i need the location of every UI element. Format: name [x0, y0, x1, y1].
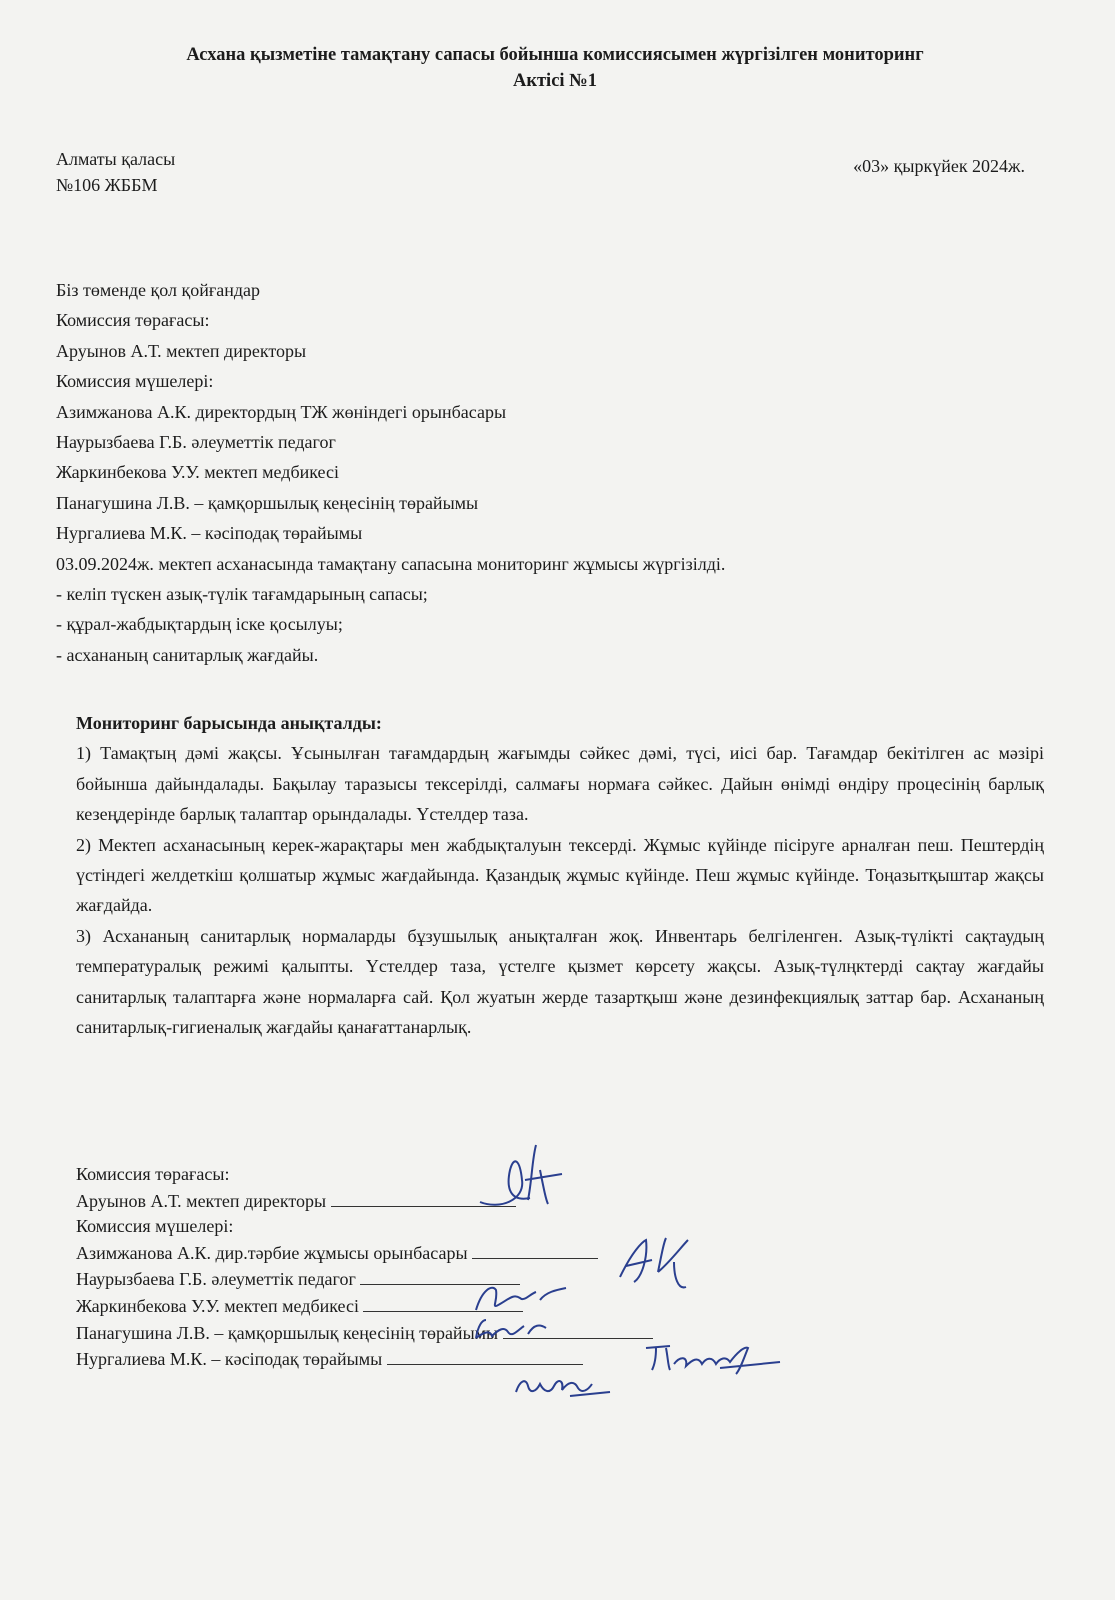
member-5-handwritten-signature: [510, 1372, 620, 1411]
findings-heading: Мониторинг барысында анықталды:: [76, 713, 382, 733]
intro-line: - құрал-жабдықтардың іске қосылуы;: [56, 614, 343, 635]
signature-image: [468, 1310, 558, 1350]
chair-name: Аруынов А.Т. мектеп директоры: [76, 1190, 327, 1211]
intro-section: [56, 275, 1046, 670]
finding-item: 3) Асхананың санитарлық нормаларды бұзушылық анықталған жоқ. Инвентарь белгіленген. Азық-түлікті сақтаудың температуралық режимі қалыпты. Үстелдер таза, үстелге қызмет көрсету жақсы. Азық-түлңктерді сақтау жағдайы санитарлық талаптарға және нормаларға сай. Қол жуатын жерде тазартқыш және дезинфекциялық заттар бар. Асхананың санитарлық-гигиеналық жағдайы қанағаттанарлық.: [76, 925, 1044, 1038]
document-date: «03» қыркүйек 2024ж.: [853, 156, 1025, 176]
member-name: Азимжанова А.К. дир.тәрбие жұмысы орынбасары: [76, 1242, 468, 1263]
member-name: Жаркинбекова У.У. мектеп медбикесі: [76, 1295, 359, 1316]
member-signature-row: [76, 1240, 653, 1267]
signature-image: [470, 1140, 580, 1220]
intro-line: Жаркинбекова У.У. мектеп медбикесі: [56, 462, 339, 483]
intro-line: Азимжанова А.К. директордың ТЖ жөніндегі орынбасары: [56, 401, 507, 422]
intro-line: Комиссия төрағасы:: [56, 310, 210, 331]
finding-item: 1) Тамақтың дәмі жақсы. Ұсынылған тағамдардың жағымды сәйкес дәмі, түсі, иісі бар. Тағамдар бекітілген ас мәзірі бойынша дайындалады. Бақылау таразысы тексерілді, салмағы нормаға сәйкес. Дайын өнімді өндіру процесінің барлық кезеңдерінде барлық талаптар орындалады. Үстелдер таза.: [76, 743, 1044, 825]
member-name: Нургалиева М.К. – кәсіподақ төрайымы: [76, 1349, 383, 1370]
signature-image: [510, 1372, 620, 1406]
school: №106 ЖББМ: [56, 175, 158, 195]
intro-line: Комиссия мүшелері:: [56, 371, 214, 392]
intro-line: - келіп түскен азық-түлік тағамдарының сапасы;: [56, 584, 428, 605]
chair-label: Комиссия төрағасы:: [76, 1164, 230, 1184]
member-4-handwritten-signature: [640, 1340, 790, 1385]
chair-handwritten-signature: [470, 1140, 580, 1225]
signature-line: [472, 1240, 598, 1259]
intro-line: Біз төменде қол қойғандар: [56, 280, 260, 300]
city: Алматы қаласы: [56, 149, 176, 169]
intro-line: Панагушина Л.В. – қамқоршылық кеңесінің төрайымы: [56, 492, 479, 513]
title-line-2: Актісі №1: [512, 71, 598, 91]
intro-line: Аруынов А.Т. мектеп директоры: [56, 340, 307, 361]
member-1-handwritten-signature: [612, 1232, 722, 1307]
intro-line: - асхананың санитарлық жағдайы.: [56, 644, 319, 665]
findings-section: [76, 708, 1044, 1042]
member-name: Наурызбаева Г.Б. әлеуметтік педагог: [76, 1269, 356, 1290]
finding-item: 2) Мектеп асханасының керек-жарақтары мен жабдықталуын тексерді. Жұмыс күйінде пісіруге арналған пеш. Пештердің үстіндегі желдеткіш қолшатыр жұмыс жағдайында. Қазандық жұмыс күйінде. Пеш жұмыс күйінде. Тоңазытқыштар жақсы жағдайда.: [76, 834, 1044, 916]
document-title: [60, 42, 1050, 94]
header-left: [56, 146, 175, 198]
member-3-handwritten-signature: [468, 1310, 558, 1355]
title-line-1: Асхана қызметіне тамақтану сапасы бойынша комиссиясымен жүргізілген мониторинг: [186, 45, 924, 65]
signature-image: [612, 1232, 722, 1302]
intro-line: Нургалиева М.К. – кәсіподақ төрайымы: [56, 523, 363, 544]
member-signature-row: [76, 1346, 653, 1373]
intro-line: Наурызбаева Г.Б. әлеуметтік педагог: [56, 432, 336, 453]
signature-image: [640, 1340, 790, 1380]
member-name: Панагушина Л.В. – қамқоршылық кеңесінің төрайымы: [76, 1322, 499, 1343]
members-label: Комиссия мүшелері:: [76, 1216, 234, 1237]
intro-line: 03.09.2024ж. мектеп асханасында тамақтану сапасына мониторинг жұмысы жүргізілді.: [56, 553, 726, 574]
